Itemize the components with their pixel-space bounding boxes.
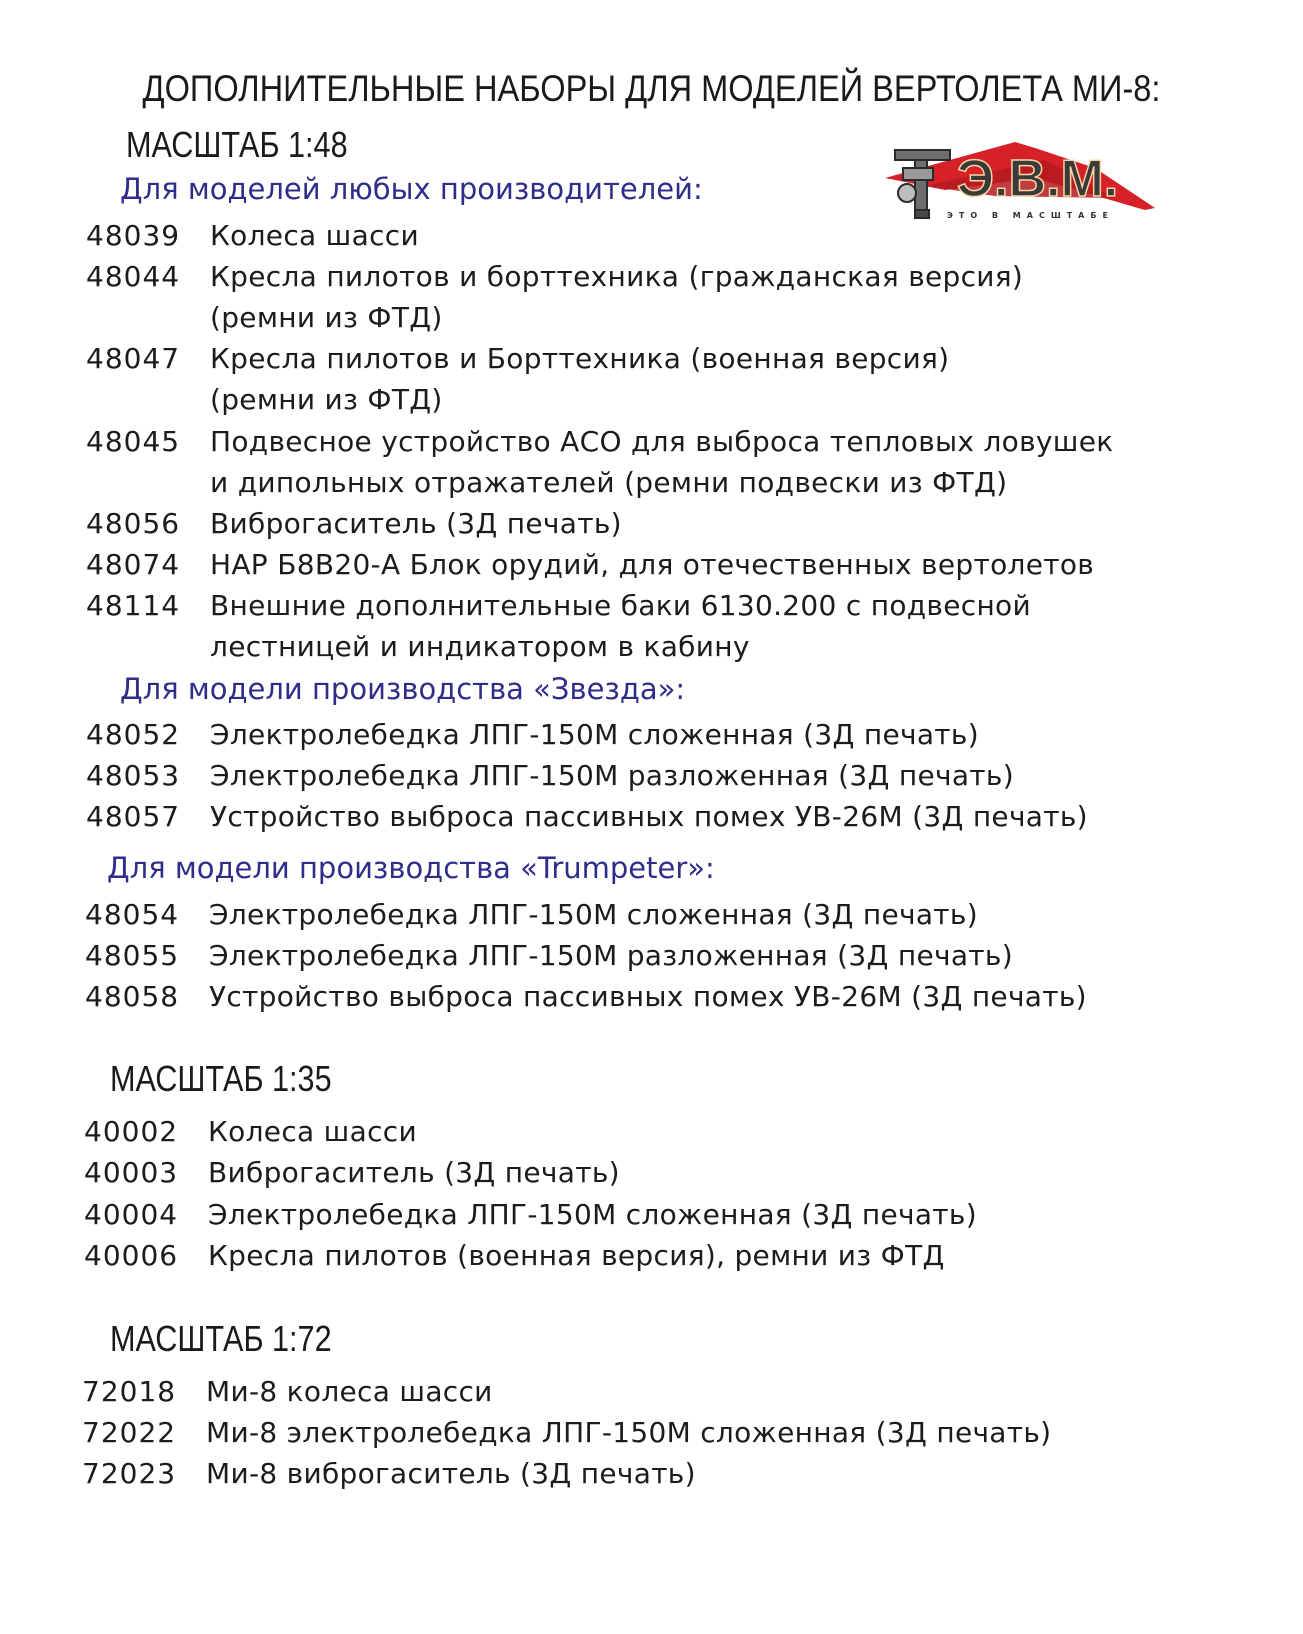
item-code: 48056 [86,506,181,540]
scale-35-heading: МАСШТАБ 1:35 [110,1058,332,1099]
item-code: 48054 [85,898,180,931]
item-description: Кресла пилотов (военная версия), ремни из ФТД [208,1238,945,1272]
item-code: 48047 [86,342,181,376]
item-description: Ми-8 колеса шасси [206,1375,493,1408]
item-description: Кресла пилотов и борттехника (гражданская версия) [210,260,1024,294]
item-description: Электролебедка ЛПГ-150М сложенная (3Д печать) [209,898,978,931]
item-description: НАР Б8В20-А Блок орудий, для отечественных вертолетов [210,547,1095,581]
item-code: 48114 [86,588,181,622]
item-description: Колеса шасси [208,1115,417,1148]
item-code: 72023 [82,1457,177,1490]
item-description: и дипольных отражателей (ремни подвески из ФТД) [210,465,1008,499]
item-code: 48044 [86,260,181,294]
item-code: 48058 [85,980,180,1013]
item-code: 40003 [84,1156,179,1190]
item-code: 72022 [82,1416,177,1449]
item-code: 40004 [84,1197,179,1231]
item-description: Виброгаситель (3Д печать) [210,506,622,540]
item-description: Ми-8 виброгаситель (3Д печать) [206,1457,696,1490]
item-description: (ремни из ФТД) [210,301,443,335]
logo-text: Э.В.М. [957,150,1119,208]
item-code: 48057 [86,800,181,833]
item-code: 48055 [85,939,180,972]
item-description: Подвесное устройство АСО для выброса тепловых ловушек [210,424,1114,458]
item-code: 48039 [86,219,181,252]
item-description: Электролебедка ЛПГ-150М разложенная (3Д печать) [210,759,1014,792]
page-title: ДОПОЛНИТЕЛЬНЫЕ НАБОРЫ ДЛЯ МОДЕЛЕЙ ВЕРТОЛЕТА МИ-8: [142,68,1161,109]
item-code: 48045 [86,424,181,458]
subheading-trumpeter: Для модели производства «Trumpeter»: [107,851,715,885]
item-code: 40002 [84,1115,179,1148]
item-description: Кресла пилотов и Борттехника (военная версия) [210,342,950,376]
item-code: 48074 [86,547,181,581]
item-description: Колеса шасси [210,219,419,252]
item-description: Устройство выброса пассивных помех УВ-26М (3Д печать) [209,980,1087,1013]
item-code: 72018 [82,1375,177,1408]
item-code: 48053 [86,759,181,792]
logo-tagline: ЭТО В МАСШТАБЕ [947,211,1114,220]
item-description: Внешние дополнительные баки 6130.200 с подвесной [210,588,1031,622]
item-code: 40006 [84,1238,179,1272]
item-code: 48052 [86,718,181,751]
scale-48-heading: МАСШТАБ 1:48 [126,124,348,165]
scale-72-heading: МАСШТАБ 1:72 [110,1318,332,1359]
item-description: Устройство выброса пассивных помех УВ-26М (3Д печать) [210,800,1088,833]
item-description: Ми-8 электролебедка ЛПГ-150М сложенная (3Д печать) [206,1416,1052,1449]
evm-logo [885,138,1155,234]
item-description: лестницей и индикатором в кабину [210,630,750,663]
subheading-zvezda: Для модели производства «Звезда»: [120,672,686,706]
item-description: Электролебедка ЛПГ-150М сложенная (3Д печать) [208,1197,977,1231]
item-description: Виброгаситель (3Д печать) [208,1156,620,1190]
item-description: Электролебедка ЛПГ-150М сложенная (3Д печать) [210,718,979,751]
item-description: (ремни из ФТД) [210,383,443,417]
subheading-any-makers: Для моделей любых производителей: [120,172,703,206]
item-description: Электролебедка ЛПГ-150М разложенная (3Д печать) [209,939,1013,972]
